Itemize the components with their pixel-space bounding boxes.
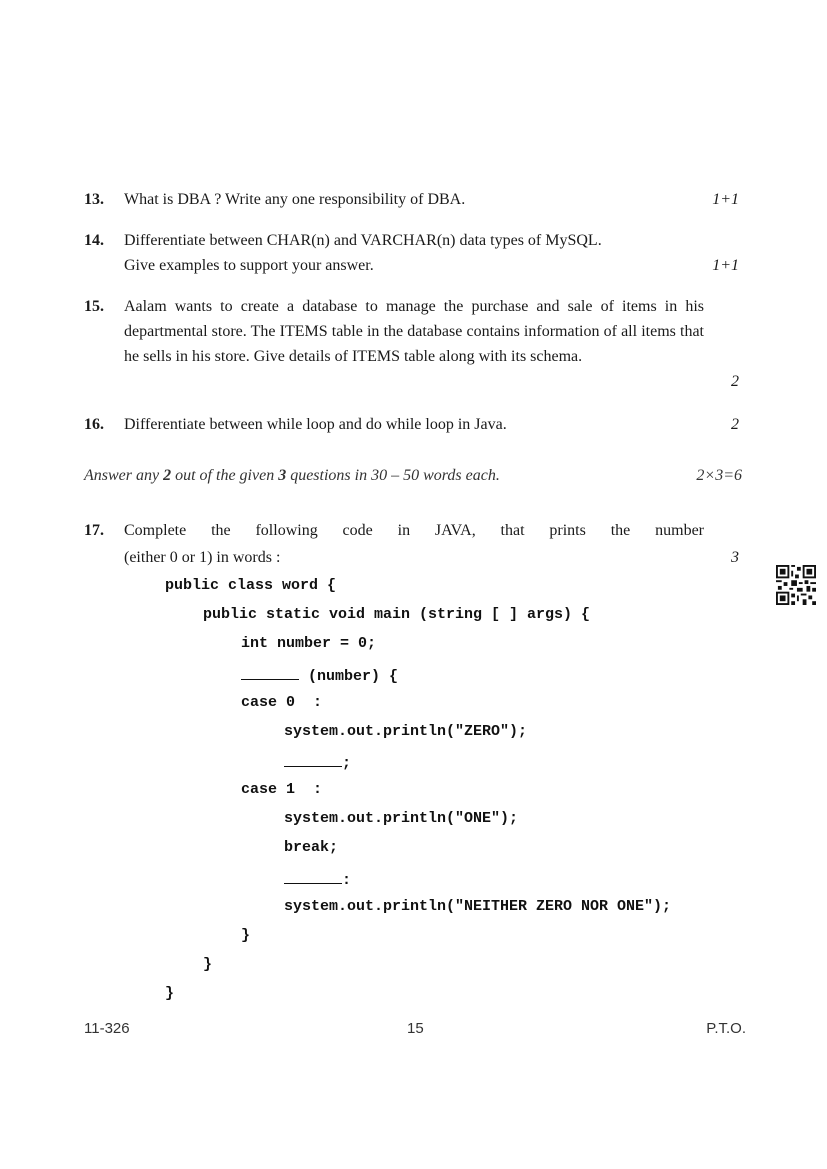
question-number: 16. [84, 416, 104, 433]
question-14 [84, 228, 744, 278]
question-marks: 1+1 [712, 191, 739, 208]
question-text-line-1: Complete the following code in JAVA, that prints the number [124, 522, 704, 539]
answer-blank [241, 665, 299, 680]
code-text: (number) { [299, 668, 399, 685]
question-number: 14. [84, 232, 104, 249]
answer-blank [284, 869, 342, 884]
code-line-5: case 0 : [241, 694, 323, 711]
question-17 [84, 518, 744, 570]
instruction-count: 2 [163, 467, 172, 484]
instruction-text: out of the given [171, 467, 279, 484]
code-line-1: public class word { [165, 577, 337, 594]
code-line-10: break; [284, 839, 339, 856]
code-line-6: system.out.println("ZERO"); [284, 723, 528, 740]
question-16 [84, 412, 744, 437]
question-text-line-2: (either 0 or 1) in words : [124, 549, 281, 566]
code-line-15: } [165, 985, 175, 1002]
instruction-total: 3 [278, 467, 287, 484]
question-marks: 2 [731, 373, 739, 390]
code-line-3: int number = 0; [241, 635, 377, 652]
question-number: 17. [84, 522, 104, 539]
question-marks: 1+1 [712, 257, 739, 274]
code-line-2: public static void main (string [ ] args) { [203, 606, 591, 623]
question-marks: 2 [731, 416, 739, 433]
question-13 [84, 187, 744, 212]
qr-code-icon [776, 565, 816, 605]
section-marks: 2×3=6 [696, 467, 742, 484]
code-line-8: case 1 : [241, 781, 323, 798]
code-line-13: } [241, 927, 251, 944]
pto-label: P.T.O. [706, 1020, 746, 1037]
paper-code: 11-326 [84, 1020, 130, 1037]
page-number: 15 [407, 1020, 424, 1037]
code-line-9: system.out.println("ONE"); [284, 810, 519, 827]
code-line-4 [241, 665, 398, 685]
section-instruction [84, 467, 742, 485]
question-text-line-1: Differentiate between CHAR(n) and VARCHAR(n) data types of MySQL. [124, 232, 602, 249]
code-text: : [342, 872, 352, 889]
answer-blank [284, 752, 342, 767]
question-15 [84, 294, 744, 390]
question-text: Aalam wants to create a database to manage the purchase and sale of items in his departmental store. The ITEMS table in the database contains information of all items that he sells in his store. Give details of ITEMS table along with its schema. [124, 298, 704, 365]
question-text: What is DBA ? Write any one responsibility of DBA. [124, 191, 466, 208]
question-number: 13. [84, 191, 104, 208]
question-marks: 3 [731, 549, 739, 566]
code-line-12: system.out.println("NEITHER ZERO NOR ONE"); [284, 898, 672, 915]
code-line-11 [284, 869, 351, 889]
instruction-text: questions in 30 – 50 words each. [286, 467, 500, 484]
code-text: ; [342, 755, 352, 772]
instruction-text: Answer any [84, 467, 164, 484]
code-line-7 [284, 752, 351, 772]
question-text: Differentiate between while loop and do while loop in Java. [124, 416, 507, 433]
question-number: 15. [84, 298, 104, 315]
code-line-14: } [203, 956, 213, 973]
question-text-line-2: Give examples to support your answer. [124, 257, 374, 274]
